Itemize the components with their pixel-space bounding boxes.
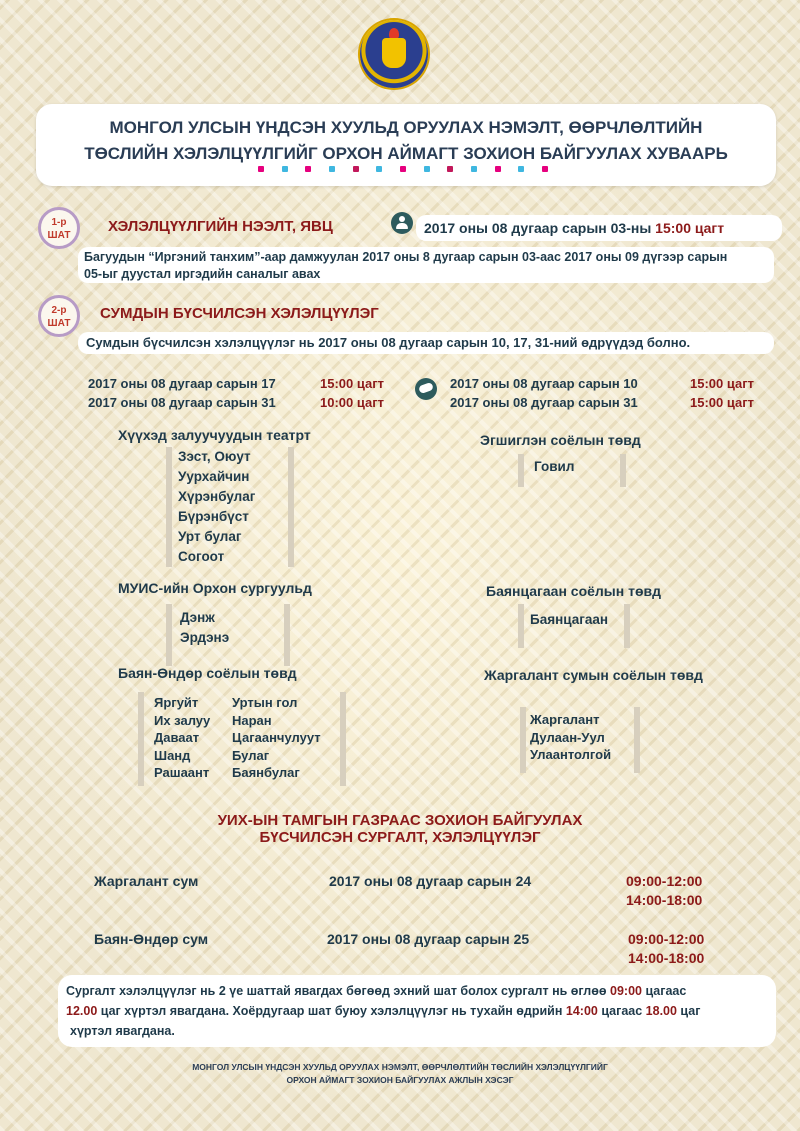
list-item: Зэст, Оюут — [178, 449, 251, 464]
state-emblem — [360, 20, 428, 88]
left-date-1: 2017 оны 08 дугаар сарын 17 — [88, 376, 276, 391]
stage1-description — [78, 247, 774, 283]
venue-jargalant-title: Жаргалант сумын соёлын төвд — [484, 667, 703, 683]
page-title-line2: ТӨСЛИЙН ХЭЛЭЛЦҮҮЛГИЙГ ОРХОН АЙМАГТ ЗОХИОН БАЙГУУЛАХ ХУВААРЬ — [84, 144, 728, 163]
venue-bayanunder-title: Баян-Өндөр соёлын төвд — [118, 665, 297, 681]
note-box — [58, 975, 776, 1047]
stage1-title: ХЭЛЭЛЦҮҮЛГИЙН НЭЭЛТ, ЯВЦ — [108, 218, 333, 235]
training-title — [0, 812, 800, 846]
note-time: 09:00 — [610, 984, 642, 998]
note-text: Сургалт хэлэлцүүлэг нь 2 үе шаттай явагдах бөгөөд эхний шат болох сургалт нь өглөө — [66, 984, 610, 998]
stage2-badge-label: ШАТ — [47, 318, 71, 329]
venue-jargalant-list — [520, 707, 640, 773]
venue-bayantsagaan-list — [518, 604, 630, 648]
decor-dot — [518, 166, 524, 172]
training-place-1: Жаргалант сум — [94, 873, 199, 889]
list-item: Булаг — [232, 747, 270, 763]
note-time: 12.00 — [66, 1004, 98, 1018]
venue-bayantsagaan-title: Баянцагаан соёлын төвд — [486, 583, 662, 599]
decor-dot — [400, 166, 406, 172]
list-item: Урт булаг — [178, 529, 242, 544]
note-text: цаг хүртэл явагдана. Хоёрдугаар шат буюу хэлэлцүүлэг нь тухайн өдрийн — [97, 1004, 566, 1018]
list-item: Улаантолгой — [530, 747, 612, 762]
decor-dot — [542, 166, 548, 172]
list-item: Говил — [534, 459, 575, 474]
list-item: Уурхайчин — [178, 469, 250, 484]
left-dates — [88, 374, 384, 412]
venue-egshiglen-list — [518, 454, 626, 487]
note-time: 18.00 — [645, 1004, 677, 1018]
list-item: Эрдэнэ — [180, 630, 230, 645]
decor-dots — [258, 166, 548, 174]
note-time: 14:00 — [565, 1004, 598, 1018]
right-date-1: 2017 оны 08 дугаар сарын 10 — [450, 376, 638, 391]
training-time: 14:00-18:00 — [628, 950, 705, 966]
stage2-title: СУМДЫН БҮСЧИЛСЭН ХЭЛЭЛЦҮҮЛЭГ — [100, 305, 379, 322]
decor-dot — [305, 166, 311, 172]
training-place-2: Баян-Өндөр сум — [94, 931, 209, 947]
decor-dot — [447, 166, 453, 172]
left-date-2: 2017 оны 08 дугаар сарын 31 — [88, 395, 276, 410]
stage1-time: 15:00 цагт — [655, 220, 725, 236]
note-text: цагаас — [597, 1004, 646, 1018]
venue-muis-title: МУИС-ийн Орхон сургуульд — [118, 580, 312, 596]
decor-dot — [424, 166, 430, 172]
list-item: Наран — [232, 712, 272, 728]
note-text: цаг — [676, 1004, 701, 1018]
list-item: Даваат — [154, 730, 200, 745]
footer-line1: МОНГОЛ УЛСЫН ҮНДСЭН ХУУЛЬД ОРУУЛАХ НЭМЭЛТ, ӨӨРЧЛӨЛТИЙН ТӨСЛИЙН ХЭЛЭЛЦҮҮЛГИЙГ — [192, 1062, 608, 1072]
stage1-badge — [38, 207, 80, 249]
footer-line2: ОРХОН АЙМАГТ ЗОХИОН БАЙГУУЛАХ АЖЛЫН ХЭСЭГ — [286, 1075, 514, 1085]
list-item: Жаргалант — [530, 712, 600, 727]
stage1-desc-line1: Багуудын “Иргэний танхим”-аар дамжуулан 2017 оны 8 дугаар сарын 03-аас 2017 оны 09 дүгээр сарын — [84, 250, 728, 264]
stage1-badge-num: 1-р — [51, 217, 67, 228]
training-times-2 — [628, 930, 704, 968]
list-item: Дэнж — [180, 610, 215, 625]
list-item: Их залуу — [154, 712, 211, 728]
decor-dot — [471, 166, 477, 172]
decor-dot — [329, 166, 335, 172]
list-item: Дулаан-Уул — [530, 729, 605, 745]
venue-egshiglen-title: Эгшиглэн соёлын төвд — [480, 432, 641, 448]
training-time: 09:00-12:00 — [628, 931, 705, 947]
venue-muis-list — [166, 604, 290, 666]
right-time-1: 15:00 цагт — [690, 376, 755, 391]
stage2-badge-num: 2-р — [51, 305, 67, 316]
handshake-icon — [415, 378, 437, 400]
left-time-1: 15:00 цагт — [320, 376, 385, 391]
venue-bayanunder-list — [138, 692, 346, 786]
training-date-1: 2017 оны 08 дугаар сарын 24 — [329, 873, 532, 889]
list-item: Баянцагаан — [530, 612, 609, 627]
decor-dot — [282, 166, 288, 172]
stage1-desc-line2: 05-ыг дуустал иргэдийн саналыг авах — [84, 267, 321, 281]
note-text: цагаас — [641, 984, 687, 998]
right-date-2: 2017 оны 08 дугаар сарын 31 — [450, 395, 638, 410]
list-item: Цагаанчулуут — [232, 730, 321, 745]
training-time: 14:00-18:00 — [626, 892, 703, 908]
venue-theatre-title: Хүүхэд залуучуудын театрт — [118, 427, 311, 443]
right-dates — [450, 374, 754, 412]
list-item: Яргуйт — [154, 695, 199, 710]
list-item: Уртын гол — [232, 695, 298, 710]
training-title-line1: УИХ-ЫН ТАМГЫН ГАЗРААС ЗОХИОН БАЙГУУЛАХ — [217, 812, 583, 829]
training-title-line2: БҮСЧИЛСЭН СУРГАЛТ, ХЭЛЭЛЦҮҮЛЭГ — [259, 829, 541, 846]
left-time-2: 10:00 цагт — [320, 395, 385, 410]
note-text: хүртэл явагдана. — [70, 1024, 175, 1038]
stage1-badge-label: ШАТ — [47, 230, 71, 241]
venue-theatre-list — [166, 447, 294, 567]
right-time-2: 15:00 цагт — [690, 395, 755, 410]
stage2-description: Сумдын бүсчилсэн хэлэлцүүлэг нь 2017 оны 08 дугаар сарын 10, 17, 31-ний өдрүүдэд болно. — [78, 332, 774, 354]
training-date-2: 2017 оны 08 дугаар сарын 25 — [327, 931, 530, 947]
person-icon — [391, 212, 413, 234]
training-times-1 — [626, 872, 702, 910]
decor-dot — [376, 166, 382, 172]
stage1-date: 2017 оны 08 дугаар сарын 03-ны — [424, 220, 652, 236]
stage2-badge — [38, 295, 80, 337]
list-item: Хүрэнбулаг — [178, 489, 256, 504]
decor-dot — [353, 166, 359, 172]
stage1-date-strip — [416, 215, 782, 241]
page-title-line1: МОНГОЛ УЛСЫН ҮНДСЭН ХУУЛЬД ОРУУЛАХ НЭМЭЛТ, ӨӨРЧЛӨЛТИЙН — [109, 118, 703, 137]
list-item: Баянбулаг — [232, 765, 300, 780]
training-time: 09:00-12:00 — [626, 873, 703, 889]
emblem-core — [382, 38, 406, 68]
decor-dot — [258, 166, 264, 172]
decor-dot — [495, 166, 501, 172]
list-item: Шанд — [154, 747, 191, 763]
list-item: Согоот — [178, 549, 225, 564]
list-item: Рашаант — [154, 765, 210, 780]
list-item: Бүрэнбүст — [178, 509, 249, 524]
